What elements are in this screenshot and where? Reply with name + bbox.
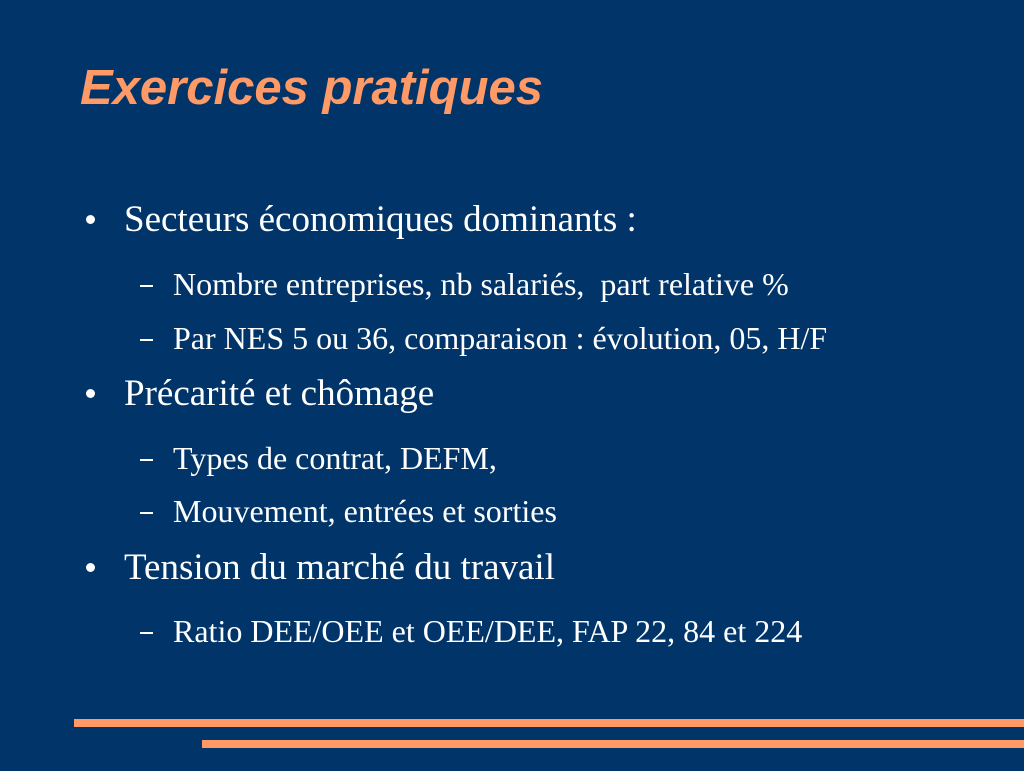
- bullet-dot-icon: [86, 563, 95, 572]
- sub-bullet-item: [140, 318, 1020, 358]
- bullet-item: [86, 546, 806, 590]
- bullet-item: [86, 198, 806, 242]
- bullet-text: Tension du marché du travail: [124, 547, 555, 588]
- bullet-dot-icon: [86, 389, 95, 398]
- sub-bullet-text: Ratio DEE/OEE et OEE/DEE, FAP 22, 84 et 224: [173, 613, 803, 649]
- sub-bullet-text: Types de contrat, DEFM,: [173, 440, 497, 476]
- sub-bullet-text: Nombre entreprises, nb salariés, part relative %: [173, 266, 789, 302]
- sub-bullet-text: Mouvement, entrées et sorties: [173, 493, 557, 529]
- sub-bullet-item: [140, 611, 1020, 651]
- bullet-dot-icon: [86, 215, 95, 224]
- dash-icon: [140, 512, 153, 514]
- dash-icon: [140, 339, 153, 341]
- bullet-item: [86, 372, 806, 416]
- dash-icon: [140, 632, 153, 634]
- sub-bullet-text: Par NES 5 ou 36, comparaison : évolution, 05, H/F: [173, 320, 828, 356]
- bullet-text: Secteurs économiques dominants :: [124, 199, 637, 240]
- slide-title: Exercices pratiques: [80, 61, 544, 115]
- sub-bullet-item: [140, 438, 1020, 478]
- footer-rule-top: [74, 719, 1024, 727]
- sub-bullet-item: [140, 491, 1020, 531]
- dash-icon: [140, 285, 153, 287]
- bullet-text: Précarité et chômage: [124, 373, 435, 414]
- sub-bullet-item: [140, 264, 1020, 304]
- dash-icon: [140, 459, 153, 461]
- footer-rule-bottom: [202, 740, 1024, 748]
